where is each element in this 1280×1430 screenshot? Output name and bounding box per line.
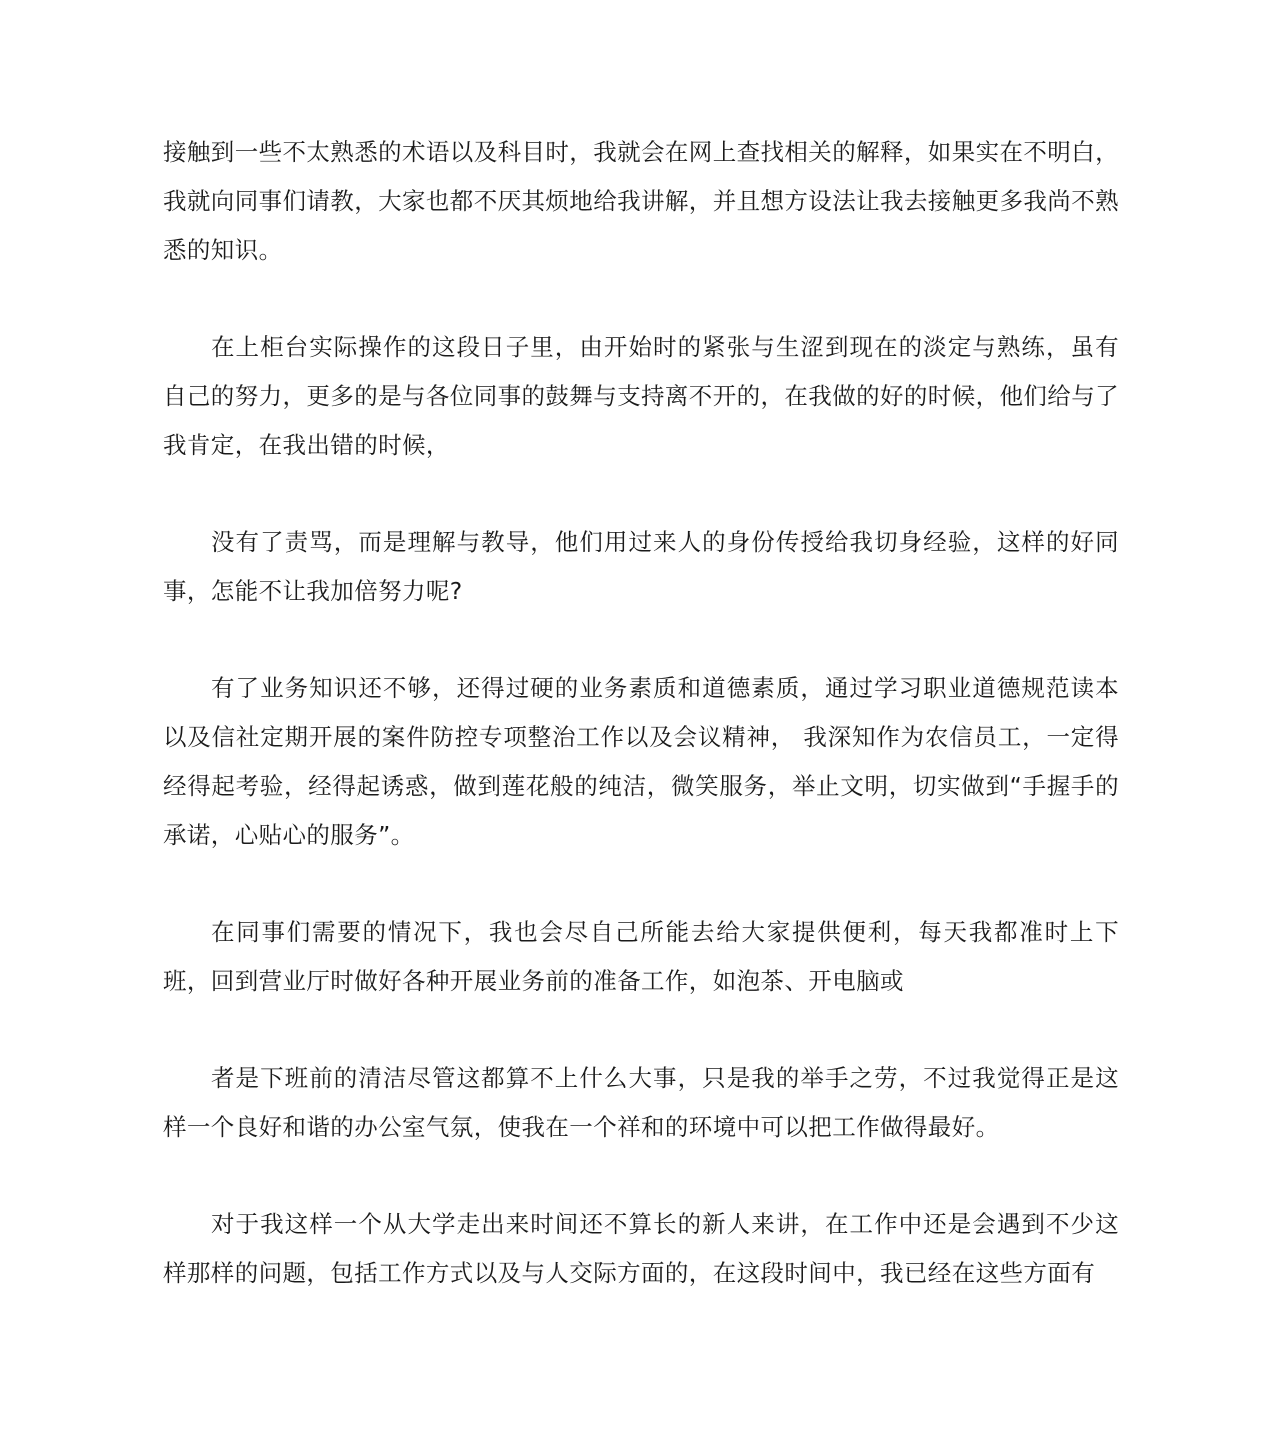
- document-body: [163, 128, 1119, 1346]
- paragraph-6: 者是下班前的清洁尽管这都算不上什么大事，只是我的举手之劳，不过我觉得正是这样一个良好和谐的办公室气氛，使我在一个祥和的环境中可以把工作做得最好。: [163, 1064, 1119, 1141]
- paragraph-4: 有了业务知识还不够，还得过硬的业务素质和道德素质，通过学习职业道德规范读本以及信社定期开展的案件防控专项整治工作以及会议精神， 我深知作为农信员工，一定得经得起考验，经得起诱惑，做到莲花般的纯洁，微笑服务，举止文明，切实做到“手握手的承诺，心贴心的服务”。: [163, 674, 1119, 849]
- paragraph-2: 在上柜台实际操作的这段日子里，由开始时的紧张与生涩到现在的淡定与熟练，虽有自己的努力，更多的是与各位同事的鼓舞与支持离不开的，在我做的好的时候，他们给与了我肯定，在我出错的时候，: [163, 333, 1119, 459]
- paragraph-5: 在同事们需要的情况下，我也会尽自己所能去给大家提供便利，每天我都准时上下班，回到营业厅时做好各种开展业务前的准备工作，如泡茶、开电脑或: [163, 918, 1119, 995]
- paragraph-3: 没有了责骂，而是理解与教导，他们用过来人的身份传授给我切身经验，这样的好同事，怎能不让我加倍努力呢?: [163, 528, 1119, 605]
- paragraph-7: 对于我这样一个从大学走出来时间还不算长的新人来讲，在工作中还是会遇到不少这样那样的问题，包括工作方式以及与人交际方面的，在这段时间中，我已经在这些方面有: [163, 1210, 1119, 1287]
- paragraph-1: 接触到一些不太熟悉的术语以及科目时，我就会在网上查找相关的解释，如果实在不明白，我就向同事们请教，大家也都不厌其烦地给我讲解，并且想方设法让我去接触更多我尚不熟悉的知识。: [163, 138, 1119, 264]
